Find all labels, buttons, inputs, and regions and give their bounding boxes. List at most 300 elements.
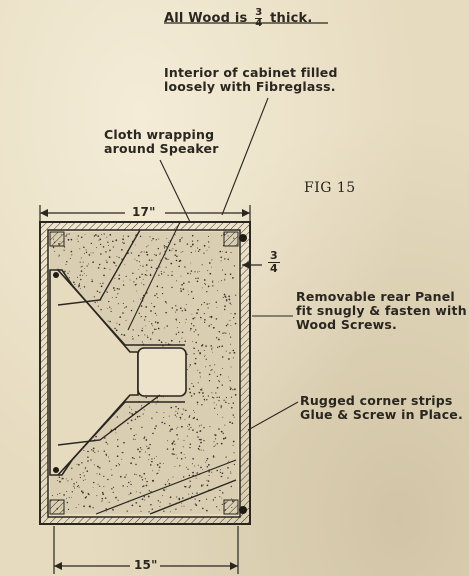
fibreglass-dot (211, 316, 213, 318)
fibreglass-dot (181, 284, 183, 286)
fibreglass-dot (181, 503, 182, 504)
fibreglass-dot (93, 487, 94, 488)
fibreglass-dot (176, 255, 178, 257)
fibreglass-dot (69, 277, 70, 278)
interior-note-line-1: Interior of cabinet filled (164, 65, 338, 80)
fibreglass-dot (114, 289, 115, 290)
fibreglass-dot (114, 328, 116, 330)
fibreglass-dot (123, 236, 124, 237)
fibreglass-dot (189, 388, 191, 390)
fibreglass-dot (208, 286, 210, 288)
fibreglass-dot (77, 486, 78, 487)
fibreglass-dot (180, 417, 182, 419)
fibreglass-dot (79, 283, 80, 284)
fibreglass-dot (146, 446, 147, 447)
fibreglass-dot (71, 254, 72, 255)
fibreglass-dot (143, 284, 144, 285)
fibreglass-dot (193, 418, 194, 419)
fibreglass-dot (61, 478, 62, 479)
fibreglass-dot (143, 414, 144, 415)
fibreglass-dot (142, 498, 144, 500)
fibreglass-dot (231, 397, 232, 398)
fibreglass-dot (177, 458, 178, 459)
cloth-note-line-2: around Speaker (104, 141, 219, 156)
fibreglass-dot (185, 410, 187, 412)
fibreglass-dot (121, 459, 122, 460)
fibreglass-dot (100, 253, 102, 255)
fibreglass-dot (100, 309, 101, 310)
fibreglass-dot (166, 267, 167, 268)
fibreglass-dot (145, 452, 146, 453)
fibreglass-dot (85, 479, 86, 480)
fibreglass-dot (204, 356, 205, 357)
fibreglass-dot (94, 452, 95, 453)
fibreglass-dot (189, 392, 191, 394)
fibreglass-dot (224, 305, 226, 307)
fibreglass-dot (199, 445, 201, 447)
title-fraction-num: 3 (255, 7, 263, 18)
fibreglass-dot (165, 342, 166, 343)
fibreglass-dot (163, 511, 164, 512)
fibreglass-dot (202, 392, 204, 394)
fibreglass-dot (85, 468, 86, 469)
fibreglass-dot (83, 247, 85, 249)
fibreglass-dot (92, 507, 93, 508)
fibreglass-dot (231, 304, 232, 305)
fibreglass-dot (79, 487, 80, 488)
fibreglass-dot (156, 403, 157, 404)
fibreglass-dot (209, 303, 210, 304)
fibreglass-dot (133, 301, 134, 302)
fibreglass-dot (192, 493, 193, 494)
fibreglass-dot (118, 278, 120, 280)
fibreglass-dot (219, 496, 220, 497)
fibreglass-dot (130, 492, 132, 494)
fibreglass-dot (180, 419, 181, 420)
fibreglass-dot (190, 273, 191, 274)
fibreglass-dot (169, 250, 171, 252)
fibreglass-dot (220, 374, 222, 376)
fibreglass-dot (200, 442, 202, 444)
fibreglass-dot (176, 309, 178, 311)
fibreglass-dot (223, 400, 224, 401)
fibreglass-dot (187, 436, 188, 437)
fibreglass-dot (216, 337, 217, 338)
fibreglass-dot (171, 275, 172, 276)
fibreglass-dot (140, 447, 141, 448)
fibreglass-dot (188, 494, 189, 495)
fibreglass-dot (164, 245, 165, 246)
fibreglass-dot (135, 419, 136, 420)
fibreglass-dot (181, 426, 183, 428)
fibreglass-dot (121, 249, 123, 251)
fibreglass-dot (116, 256, 117, 257)
fibreglass-dot (149, 259, 151, 261)
fibreglass-dot (152, 325, 153, 326)
fibreglass-dot (209, 426, 210, 427)
fibreglass-dot (87, 460, 89, 462)
fibreglass-dot (235, 323, 237, 325)
fibreglass-dot (220, 469, 221, 470)
fibreglass-dot (103, 486, 104, 487)
fibreglass-dot (111, 469, 112, 470)
fibreglass-dot (158, 328, 160, 330)
fibreglass-dot (183, 408, 184, 409)
fibreglass-dot (106, 455, 107, 456)
fibreglass-dot (184, 340, 185, 341)
fibreglass-dot (122, 238, 124, 240)
fibreglass-dot (201, 484, 203, 486)
fibreglass-dot (175, 318, 177, 320)
fibreglass-dot (149, 321, 150, 322)
fibreglass-dot (207, 303, 208, 304)
fibreglass-dot (83, 450, 84, 451)
fibreglass-dot (85, 467, 86, 468)
fibreglass-dot (174, 444, 175, 445)
fibreglass-dot (216, 397, 217, 398)
fibreglass-dot (141, 449, 142, 450)
fibreglass-dot (211, 472, 212, 473)
interior-note (164, 66, 338, 94)
fibreglass-dot (110, 269, 111, 270)
fibreglass-dot (159, 267, 160, 268)
fibreglass-dot (217, 387, 219, 389)
fibreglass-dot (211, 369, 212, 370)
fibreglass-dot (152, 433, 154, 435)
fibreglass-dot (219, 381, 220, 382)
fibreglass-dot (204, 399, 206, 401)
fibreglass-dot (207, 270, 208, 271)
fibreglass-dot (192, 472, 194, 474)
fibreglass-dot (230, 471, 231, 472)
fibreglass-dot (217, 443, 218, 444)
fibreglass-dot (159, 506, 160, 507)
fibreglass-dot (95, 302, 96, 303)
fibreglass-dot (92, 261, 94, 263)
fibreglass-dot (131, 420, 133, 422)
fibreglass-dot (109, 234, 111, 236)
fibreglass-dot (118, 463, 119, 464)
fibreglass-dot (202, 264, 203, 265)
fibreglass-dot (166, 258, 167, 259)
fibreglass-dot (202, 469, 203, 470)
fibreglass-dot (121, 334, 122, 335)
fibreglass-dot (199, 271, 200, 272)
fibreglass-dot (71, 239, 73, 241)
fibreglass-dot (161, 341, 163, 343)
fibreglass-dot (164, 423, 165, 424)
fibreglass-dot (151, 418, 152, 419)
fibreglass-dot (189, 415, 190, 416)
fibreglass-dot (132, 273, 133, 274)
fibreglass-dot (186, 467, 187, 468)
fibreglass-dot (123, 284, 124, 285)
fibreglass-dot (211, 324, 212, 325)
fibreglass-dot (135, 245, 136, 246)
fibreglass-dot (208, 236, 209, 237)
fibreglass-dot (190, 444, 191, 445)
fibreglass-dot (216, 318, 218, 320)
fibreglass-dot (185, 309, 187, 311)
fibreglass-dot (98, 484, 99, 485)
fibreglass-dot (180, 452, 182, 454)
fibreglass-dot (229, 352, 230, 353)
fibreglass-dot (227, 467, 229, 469)
fibreglass-dot (192, 458, 194, 460)
fibreglass-dot (175, 509, 176, 510)
fibreglass-dot (101, 500, 102, 501)
fibreglass-dot (205, 462, 206, 463)
fibreglass-dot (132, 336, 133, 337)
fibreglass-dot (230, 320, 231, 321)
fibreglass-dot (163, 489, 165, 491)
fibreglass-dot (137, 449, 139, 451)
fibreglass-dot (188, 428, 189, 429)
fibreglass-dot (198, 334, 199, 335)
fibreglass-dot (193, 348, 195, 350)
fibreglass-dot (107, 308, 108, 309)
fibreglass-dot (174, 466, 175, 467)
fibreglass-dot (184, 506, 185, 507)
fibreglass-dot (143, 473, 145, 475)
fibreglass-dot (204, 319, 206, 321)
fibreglass-dot (86, 275, 87, 276)
fibreglass-dot (203, 396, 204, 397)
fibreglass-dot (119, 275, 120, 276)
fibreglass-dot (221, 405, 223, 407)
fibreglass-dot (191, 270, 192, 271)
fibreglass-dot (78, 241, 79, 242)
fibreglass-dot (230, 389, 231, 390)
fibreglass-dot (190, 481, 191, 482)
fibreglass-dot (118, 288, 120, 290)
fibreglass-dot (141, 274, 142, 275)
fibreglass-dot (177, 413, 178, 414)
fibreglass-dot (201, 345, 203, 347)
fibreglass-dot (152, 508, 153, 509)
fibreglass-dot (135, 464, 136, 465)
fibreglass-dot (184, 266, 185, 267)
fibreglass-dot (97, 235, 99, 237)
fibreglass-dot (104, 233, 105, 234)
fibreglass-dot (197, 272, 198, 273)
fibreglass-dot (227, 259, 229, 261)
fibreglass-dot (204, 245, 206, 247)
fibreglass-dot (90, 459, 91, 460)
fibreglass-dot (204, 401, 205, 402)
fibreglass-dot (228, 358, 230, 360)
fibreglass-dot (99, 467, 101, 469)
fibreglass-dot (195, 278, 196, 279)
fibreglass-dot (210, 370, 211, 371)
fibreglass-dot (156, 412, 157, 413)
fibreglass-dot (169, 483, 171, 485)
fibreglass-dot (111, 308, 112, 309)
fibreglass-dot (162, 287, 163, 288)
fibreglass-dot (169, 425, 170, 426)
fibreglass-dot (190, 263, 191, 264)
fibreglass-dot (206, 399, 207, 400)
fibreglass-dot (203, 485, 204, 486)
fibreglass-dot (230, 344, 231, 345)
fibreglass-dot (204, 313, 205, 314)
fibreglass-dot (184, 454, 185, 455)
fibreglass-dot (225, 297, 226, 298)
fibreglass-dot (71, 468, 72, 469)
fibreglass-dot (108, 457, 109, 458)
fibreglass-dot (117, 293, 118, 294)
fibreglass-dot (211, 267, 212, 268)
fibreglass-dot (159, 470, 160, 471)
fibreglass-dot (187, 426, 188, 427)
title-fraction-den: 4 (255, 18, 263, 29)
fibreglass-dot (151, 240, 152, 241)
fibreglass-dot (213, 441, 214, 442)
rear-panel-line-3: Wood Screws. (296, 317, 398, 332)
fibreglass-dot (130, 280, 131, 281)
fibreglass-dot (201, 425, 202, 426)
fibreglass-dot (188, 281, 190, 283)
fibreglass-dot (222, 251, 223, 252)
fibreglass-dot (147, 254, 149, 256)
fibreglass-dot (163, 412, 164, 413)
fibreglass-dot (230, 252, 231, 253)
fibreglass-dot (203, 427, 204, 428)
fibreglass-dot (134, 458, 135, 459)
fibreglass-dot (135, 284, 137, 286)
fibreglass-dot (206, 359, 207, 360)
fibreglass-dot (216, 470, 218, 472)
corner-strips-note (300, 394, 463, 422)
fibreglass-dot (154, 329, 156, 331)
fibreglass-dot (233, 402, 234, 403)
fibreglass-dot (156, 456, 157, 457)
fibreglass-dot (196, 478, 197, 479)
fibreglass-dot (217, 376, 218, 377)
fibreglass-dot (171, 287, 172, 288)
fibreglass-dot (216, 301, 217, 302)
fibreglass-dot (183, 440, 184, 441)
fibreglass-dot (120, 476, 122, 478)
fibreglass-dot (222, 433, 223, 434)
fibreglass-dot (90, 253, 91, 254)
fibreglass-dot (158, 239, 159, 240)
rear-panel-note (296, 290, 467, 332)
fibreglass-dot (78, 504, 79, 505)
fibreglass-dot (194, 271, 195, 272)
fibreglass-dot (170, 496, 172, 498)
fibreglass-dot (152, 480, 154, 482)
fibreglass-dot (150, 338, 151, 339)
fibreglass-dot (156, 268, 157, 269)
fibreglass-dot (204, 322, 205, 323)
fibreglass-dot (175, 305, 176, 306)
fibreglass-dot (71, 497, 72, 498)
fibreglass-dot (91, 449, 92, 450)
fibreglass-dot (234, 417, 235, 418)
fibreglass-dot (54, 251, 55, 252)
fibreglass-dot (216, 404, 217, 405)
fibreglass-dot (117, 455, 119, 457)
fibreglass-dot (217, 290, 218, 291)
fibreglass-dot (96, 247, 97, 248)
fibreglass-dot (139, 505, 141, 507)
fibreglass-dot (73, 282, 75, 284)
fibreglass-dot (89, 254, 91, 256)
fibreglass-dot (105, 497, 107, 499)
fibreglass-dot (189, 447, 190, 448)
fibreglass-dot (209, 262, 211, 264)
fibreglass-dot (189, 366, 190, 367)
fibreglass-dot (157, 464, 159, 466)
fibreglass-dot (129, 412, 130, 413)
fibreglass-dot (193, 353, 194, 354)
fibreglass-dot (193, 386, 195, 388)
fibreglass-dot (130, 428, 132, 430)
fibreglass-dot (224, 279, 225, 280)
fibreglass-dot (196, 492, 197, 493)
fibreglass-dot (123, 442, 125, 444)
fibreglass-dot (137, 416, 139, 418)
fibreglass-dot (163, 463, 164, 464)
fibreglass-dot (140, 252, 141, 253)
fibreglass-dot (181, 252, 182, 253)
fibreglass-dot (106, 262, 108, 264)
fibreglass-dot (219, 346, 220, 347)
fibreglass-dot (190, 427, 191, 428)
fibreglass-dot (100, 244, 101, 245)
fibreglass-dot (208, 241, 209, 242)
fibreglass-dot (67, 273, 68, 274)
fibreglass-dot (139, 456, 140, 457)
fibreglass-dot (210, 345, 212, 347)
fibreglass-dot (221, 345, 223, 347)
fibreglass-dot (157, 322, 158, 323)
fibreglass-dot (92, 279, 93, 280)
fibreglass-dot (203, 252, 204, 253)
fibreglass-dot (211, 259, 212, 260)
fibreglass-dot (113, 287, 115, 289)
fibreglass-dot (141, 427, 142, 428)
fibreglass-dot (194, 466, 195, 467)
fibreglass-dot (138, 335, 139, 336)
fibreglass-dot (221, 443, 223, 445)
fibreglass-dot (233, 452, 234, 453)
fibreglass-dot (222, 472, 224, 474)
fibreglass-dot (226, 397, 227, 398)
fibreglass-dot (221, 280, 222, 281)
fibreglass-dot (195, 329, 196, 330)
fibreglass-dot (159, 463, 160, 464)
fibreglass-dot (116, 297, 117, 298)
fibreglass-dot (234, 352, 236, 354)
fibreglass-dot (200, 467, 202, 469)
fibreglass-dot (164, 247, 165, 248)
fibreglass-dot (224, 332, 225, 333)
fibreglass-dot (222, 270, 223, 271)
fibreglass-dot (59, 481, 61, 483)
fibreglass-dot (200, 317, 202, 319)
fibreglass-dot (175, 312, 176, 313)
fibreglass-dot (66, 234, 67, 235)
fibreglass-dot (172, 307, 173, 308)
fibreglass-dot (211, 349, 212, 350)
fibreglass-dot (107, 479, 108, 480)
fibreglass-dot (105, 442, 107, 444)
fibreglass-dot (192, 244, 193, 245)
fibreglass-dot (132, 505, 134, 507)
fibreglass-dot (191, 314, 192, 315)
